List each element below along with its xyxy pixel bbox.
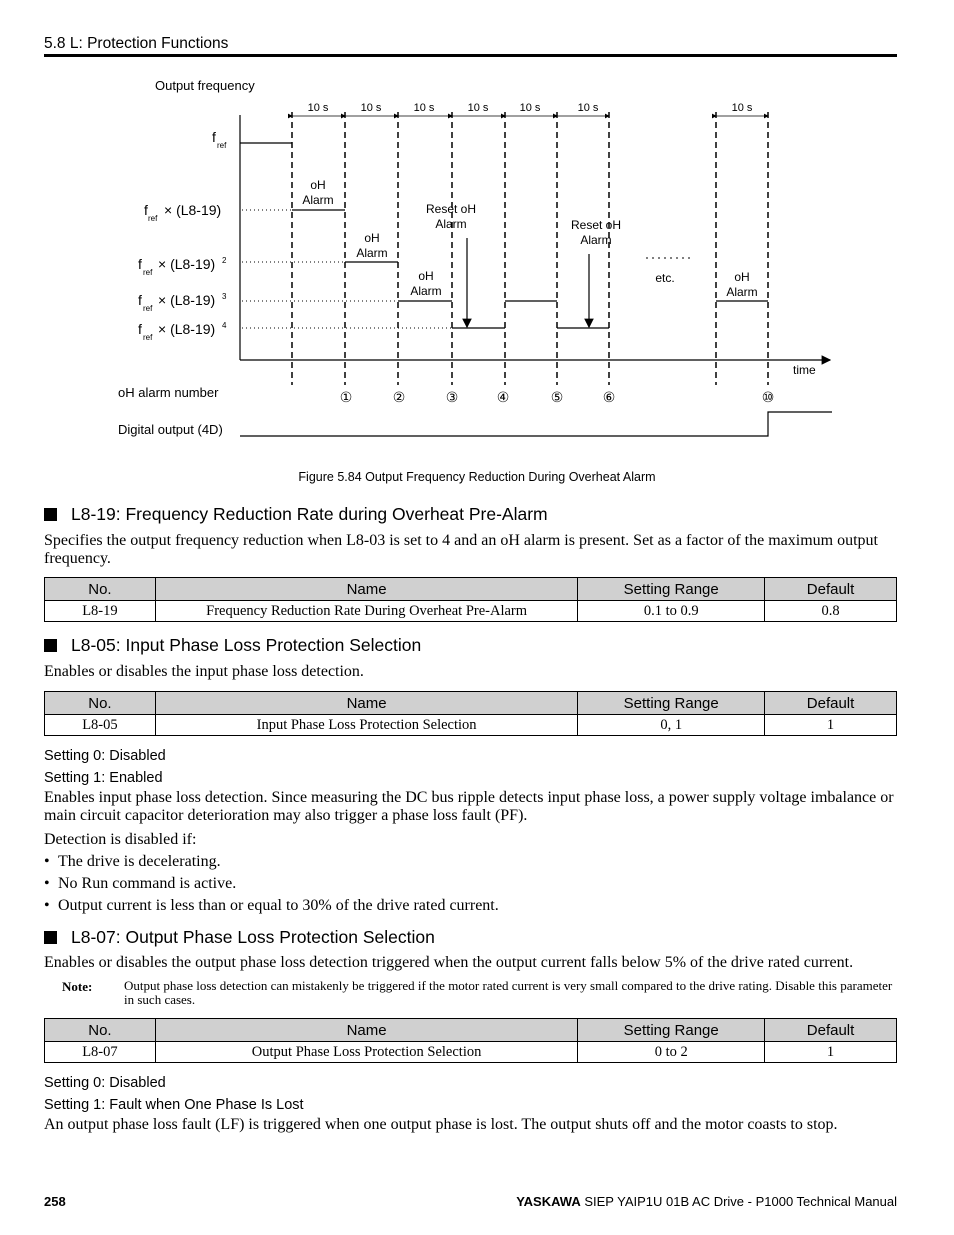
- svg-text:10 s: 10 s: [467, 102, 489, 114]
- alarm-number-label: oH alarm number: [118, 385, 219, 400]
- disabled-if-text: Detection is disabled if:: [44, 831, 197, 848]
- heading-bullet-icon: [44, 639, 57, 652]
- table-row: L8-07 Output Phase Loss Protection Selection 0 to 2 1: [45, 1042, 897, 1063]
- l8-05-heading: L8-05: Input Phase Loss Protection Selection: [44, 635, 421, 656]
- svg-text:①: ①: [339, 390, 353, 406]
- overheat-timing-figure: [0, 70, 954, 465]
- svg-text:f: f: [144, 202, 148, 218]
- svg-text:10 s: 10 s: [413, 102, 435, 114]
- svg-text:ref: ref: [143, 304, 153, 313]
- svg-text:10 s: 10 s: [307, 102, 329, 114]
- svg-text:10 s: 10 s: [731, 102, 753, 114]
- figure-caption: Figure 5.84 Output Frequency Reduction During Overheat Alarm: [298, 470, 656, 484]
- svg-text:3: 3: [222, 292, 227, 301]
- l8-07-description: Enables or disables the output phase loss detection triggered when the output current falls below 5% of the drive rated current.: [44, 954, 854, 971]
- svg-text:2: 2: [222, 256, 227, 265]
- svg-text:⑤: ⑤: [550, 390, 564, 406]
- svg-text:oH: oH: [734, 270, 750, 284]
- l8-07-setting-1: Setting 1: Fault when One Phase Is Lost: [44, 1097, 304, 1113]
- digital-output-signal: [240, 412, 832, 436]
- l8-05-description: Enables or disables the input phase loss detection.: [44, 663, 364, 680]
- l8-05-setting-1-description: Enables input phase loss detection. Since measuring the DC bus ripple detects input phase loss, a power supply voltage imbalance or main circuit capacitor deterioration may also trigger a phase loss fault (PF).: [44, 789, 894, 824]
- svg-text:⑩: ⑩: [761, 390, 775, 406]
- l8-19-description: Specifies the output frequency reduction when L8-03 is set to 4 and an oH alarm is present. Set as a factor of the maximum output frequency.: [44, 532, 878, 567]
- level-4-label: × (L8-19): [158, 321, 216, 337]
- svg-text:④: ④: [496, 390, 510, 406]
- svg-text:②: ②: [392, 390, 406, 406]
- list-item: • Output current is less than or equal to 30% of the drive rated current.: [44, 897, 499, 914]
- alarm-numbers: [340, 390, 775, 406]
- output-frequency-label: Output frequency: [155, 78, 255, 93]
- frequency-profile: [240, 143, 768, 328]
- time-label: time: [793, 363, 816, 377]
- section-header: 5.8 L: Protection Functions: [44, 35, 229, 52]
- svg-text:③: ③: [445, 390, 459, 406]
- svg-text:Alarm: Alarm: [356, 246, 388, 260]
- l8-07-setting-0: Setting 0: Disabled: [44, 1075, 166, 1091]
- svg-text:⑥: ⑥: [602, 390, 616, 406]
- footer-manual-title: YASKAWA SIEP YAIP1U 01B AC Drive - P1000 Technical Manual: [516, 1194, 897, 1209]
- svg-text:ref: ref: [217, 141, 227, 150]
- svg-text:oH: oH: [364, 231, 380, 245]
- svg-text:Alarm: Alarm: [410, 284, 442, 298]
- heading-bullet-icon: [44, 508, 57, 521]
- reset-arrows: [467, 238, 589, 327]
- svg-text:oH: oH: [310, 178, 326, 192]
- l8-07-setting-1-description: An output phase loss fault (LF) is triggered when one output phase is lost. The output shuts off and the motor coasts to stop.: [44, 1116, 838, 1133]
- svg-text:ref: ref: [148, 214, 158, 223]
- svg-text:4: 4: [222, 321, 227, 330]
- l8-07-table: No. Name Setting Range Default L8-07 Output Phase Loss Protection Selection 0 to 2 1: [44, 1018, 897, 1063]
- interval-labels: [308, 102, 753, 114]
- table-row: L8-05 Input Phase Loss Protection Selection 0, 1 1: [45, 715, 897, 736]
- note-label: Note:: [62, 979, 93, 994]
- svg-text:10 s: 10 s: [360, 102, 382, 114]
- l8-05-table: No. Name Setting Range Default L8-05 Input Phase Loss Protection Selection 0, 1 1: [44, 691, 897, 736]
- table-row: L8-19 Frequency Reduction Rate During Overheat Pre-Alarm 0.1 to 0.9 0.8: [45, 601, 897, 622]
- svg-text:Alarm: Alarm: [435, 217, 467, 231]
- svg-text:etc.: etc.: [655, 271, 675, 285]
- svg-text:Reset oH: Reset oH: [570, 218, 622, 232]
- heading-bullet-icon: [44, 931, 57, 944]
- level-3-label: × (L8-19): [158, 292, 216, 308]
- svg-text:Alarm: Alarm: [580, 233, 612, 247]
- note-text: Output phase loss detection can mistakenly be triggered if the motor rated current is very small compared to the drive rating. Disable this parameter in such cases.: [124, 978, 893, 1007]
- fref-label: f: [212, 129, 216, 145]
- level-2-label: × (L8-19): [158, 256, 216, 272]
- list-item: • No Run command is active.: [44, 875, 237, 892]
- svg-text:f: f: [138, 321, 142, 337]
- svg-text:Reset oH: Reset oH: [425, 202, 477, 216]
- svg-text:10 s: 10 s: [519, 102, 541, 114]
- page-number: 258: [44, 1194, 66, 1209]
- event-labels: [302, 178, 757, 299]
- l8-19-heading: L8-19: Frequency Reduction Rate during Overheat Pre-Alarm: [44, 504, 548, 525]
- header-rule: [44, 54, 897, 57]
- svg-text:Alarm: Alarm: [726, 285, 758, 299]
- svg-text:Alarm: Alarm: [302, 193, 334, 207]
- level-1-label: × (L8-19): [164, 202, 222, 218]
- svg-text:oH: oH: [418, 269, 434, 283]
- svg-text:ref: ref: [143, 333, 153, 342]
- level-labels: [138, 129, 227, 342]
- svg-text:10 s: 10 s: [577, 102, 599, 114]
- svg-text:f: f: [138, 256, 142, 272]
- svg-text:ref: ref: [143, 268, 153, 277]
- l8-05-setting-0: Setting 0: Disabled: [44, 748, 166, 764]
- l8-07-heading: L8-07: Output Phase Loss Protection Selection: [44, 927, 435, 948]
- digital-output-label: Digital output (4D): [118, 422, 223, 437]
- l8-19-table: No. Name Setting Range Default L8-19 Frequency Reduction Rate During Overheat Pre-Alarm 0.1 to 0.9 0.8: [44, 577, 897, 622]
- l8-05-setting-1: Setting 1: Enabled: [44, 770, 163, 786]
- svg-text:f: f: [138, 292, 142, 308]
- list-item: • The drive is decelerating.: [44, 853, 221, 870]
